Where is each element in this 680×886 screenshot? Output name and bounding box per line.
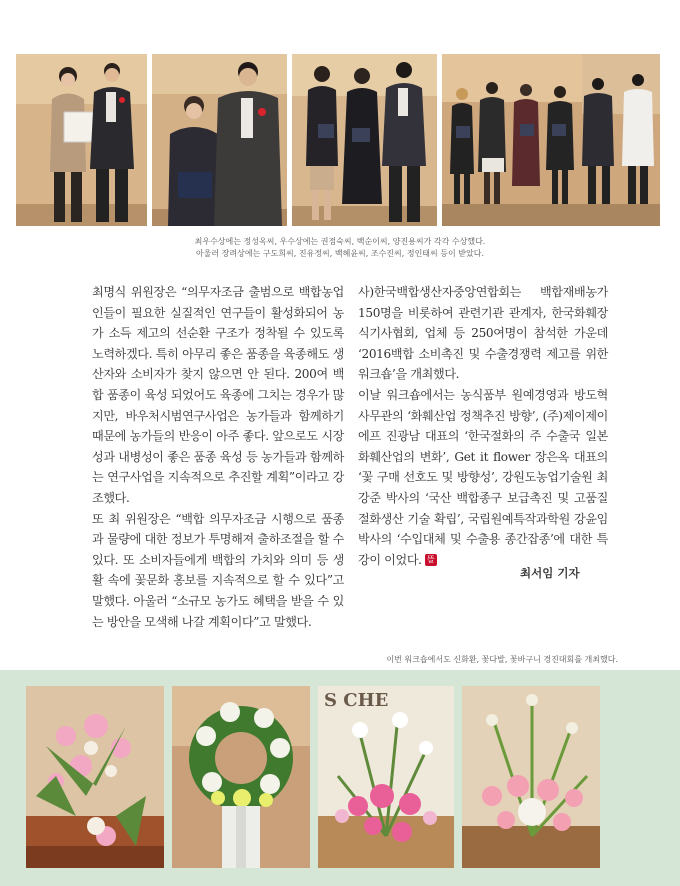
- flower-wreath-photo: [172, 686, 310, 868]
- end-mark-icon: 뜰: [425, 554, 437, 566]
- signage-text: S CHE: [324, 690, 389, 711]
- article-column-left: [92, 282, 344, 632]
- byline: 최서임 기자: [520, 566, 580, 580]
- top-photo-caption: [0, 236, 680, 260]
- article-paragraph: 사)한국백합생산자중앙연합회는 백합재배농가 150명을 비롯하여 관련기관 관계자, 한국화훼장식기사협회, 업체 등 250여명이 참석한 가운데 ‘2016백합 소비촉진 및 수출경쟁력 제고를 위한 워크숍’을 개최했다.: [358, 285, 608, 382]
- award-photo-2: [152, 54, 287, 226]
- article-paragraph-final: [358, 385, 608, 570]
- article-paragraph: 또 최 위원장은 “백합 의무자조금 시행으로 품종과 물량에 대한 정보가 투명해져 출하조절을 할 수 있다. 또 소비자들에게 백합의 가치와 의미 등 생활 속에 꽃문화 홍보를 지속적으로 할 수 있다”고 말했다. 아울러 “소규모 농가도 혜택을 받을 수 있는 방안을 모색해 나갈 계획이다”고 말했다.: [92, 511, 344, 629]
- flower-basket-photo-1: [318, 686, 454, 868]
- award-photo-1: [16, 54, 147, 226]
- article-column-right: [358, 282, 608, 570]
- award-photo-3: [292, 54, 437, 226]
- bottom-photo-caption: 이번 워크숍에서도 신화환, 꽃다발, 꽃바구니 경진대회를 개최했다.: [386, 655, 618, 664]
- top-caption-line-2: 아울러 장려상에는 구도희씨, 진유정씨, 백혜윤씨, 조수진씨, 정인태씨 등이 받았다.: [195, 249, 485, 258]
- top-caption-line-1: 최우수상에는 정성옥씨, 우수상에는 권점숙씨, 백순이씨, 양진용씨가 각각 수상했다.: [194, 237, 486, 246]
- article-paragraph: 최명식 위원장은 “의무자조금 출범으로 백합농업인들이 필요한 실질적인 연구들이 활성화되어 농가 소득 제고의 선순환 구조가 정착될 수 있도록 노력하겠다. 특히 아무리 좋은 품종을 육종해도 생산자와 소비자가 찾지 않으면 안 된다. 200여 백합 품종이 육성 되었어도 육종에 그치는 경우가 많지만, 바우처시범연구사업은 농가들과 함께하기 때문에 농가들의 반응이 아주 좋다. 앞으로도 시장성과 내병성이 좋은 품종 육성 등 농가들과 함께하는 연구사업을 지속적으로 추진할 계획”이라고 강조했다.: [92, 285, 344, 505]
- flower-arrangement-photo-1: [26, 686, 164, 868]
- flower-basket-photo-2: [462, 686, 600, 868]
- award-photo-4: [442, 54, 660, 226]
- article-paragraph-text: 이날 워크숍에서는 농식품부 원예경영과 방도혁 사무관의 ‘화훼산업 정책추진 방향’, (주)제이제이에프 진광남 대표의 ‘한국절화의 주 수출국 일본화훼산업의 변화’, Get it flower 장은옥 대표의 ‘꽃 구매 선호도 및 방향성’, 강원도농업기술원 최강준 박사의 ‘국산 백합종구 보급촉진 및 고품질 절화생산 기술 확립’, 국립원예특작과학원 강윤임 박사의 ‘수입대체 및 수출용 종간잡종’에 대한 특강이 이었다.: [358, 387, 608, 567]
